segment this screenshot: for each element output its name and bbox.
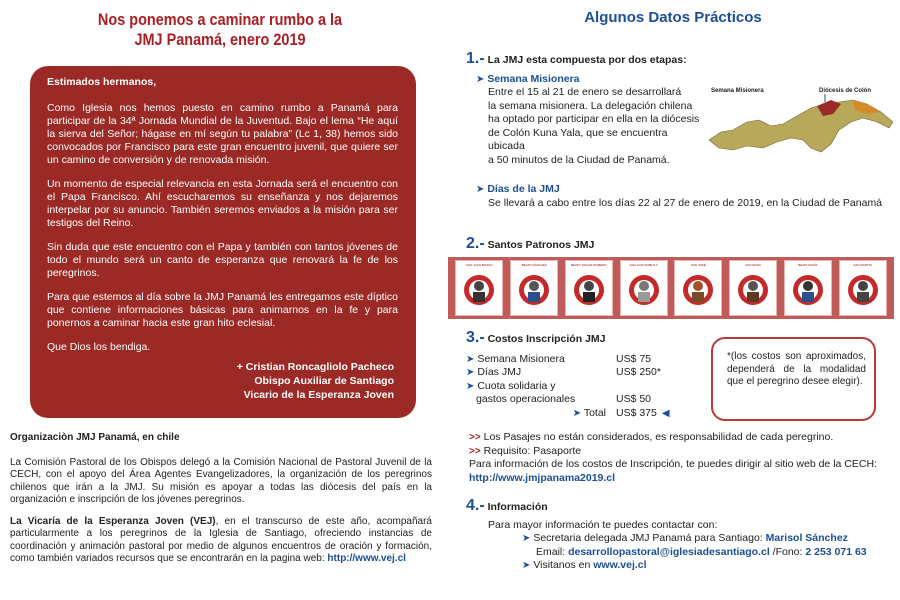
- double-arrow-icon: >>: [469, 432, 481, 443]
- letter-paragraph-1: Como Iglesia nos hemos puesto en camino rumbo a Panamá para participar de la 34ª Jornada Mundial de la Juventud. Bajo el lema “He aquí la sierva del Señor; hágase en mí según tu palabra” (Lc 1, 38) hemos sido convocados por Francisco para este gran encuentro juvenil, que quiere ser un camino de conversión y de renovada misión.: [47, 102, 398, 166]
- arrow-icon: ➤: [466, 353, 475, 365]
- dias-jmj: [476, 183, 896, 210]
- vej-name: La Vicaría de la Esperanza Joven (VEJ): [10, 515, 216, 527]
- title-line-1: Nos ponemos a caminar rumbo a la: [97, 10, 343, 29]
- panama-map: [707, 82, 897, 158]
- contact-name: Marisol Sánchez: [765, 532, 848, 544]
- cost-note-box: *(los costos son aproximados, dependerá de la modalidad que el peregrino desee elegir).: [711, 337, 876, 421]
- saint-card: [729, 260, 777, 316]
- semana-misionera-text: [488, 86, 706, 167]
- map-label-colon: Diócesis de Colón: [819, 88, 872, 94]
- arrow-icon: ➤: [522, 533, 531, 544]
- cost-value: US$ 75: [616, 352, 652, 365]
- requirements: [469, 431, 897, 485]
- organization-section: [10, 432, 432, 575]
- saint-card: [565, 260, 613, 316]
- letter-closing: Que Dios los bendiga.: [47, 341, 151, 353]
- section-2-number: 2.-: [466, 235, 485, 252]
- left-panel: [0, 0, 440, 600]
- contact-role: Secretaria delegada JMJ Panamá para Santiago:: [533, 532, 766, 544]
- cost-label: Cuota solidaria y: [477, 379, 556, 392]
- section-3-number: 3.-: [466, 329, 485, 346]
- section-2-header: [466, 237, 594, 253]
- semana-misionera-heading: Semana Misionera: [487, 72, 580, 85]
- pasajes-text: Los Pasajes no están considerados, es responsabilidad de cada peregrino.: [483, 431, 834, 443]
- total-label: Total: [583, 406, 606, 419]
- signature-role-1: Obispo Auxiliar de Santiago: [254, 375, 394, 387]
- section-4-heading: Información: [487, 501, 548, 513]
- title-line-2: JMJ Panamá, enero 2019: [134, 30, 306, 49]
- cost-label: Días JMJ: [477, 366, 522, 378]
- saint-portrait: [788, 268, 828, 312]
- cost-value: US$ 250*: [616, 366, 661, 378]
- saint-card: [510, 260, 558, 316]
- total-value: US$ 375: [616, 406, 657, 419]
- signature-role-2: Vicario de la Esperanza Joven: [243, 389, 394, 401]
- saint-card: [455, 260, 503, 316]
- section-1: [466, 52, 706, 167]
- semana-line-5: a 50 minutos de la Ciudad de Panamá.: [488, 153, 670, 166]
- cost-row: [466, 366, 706, 380]
- saint-card: [674, 260, 722, 316]
- arrow-icon: ➤: [522, 560, 531, 571]
- section-4: [466, 499, 896, 573]
- saint-portrait: [459, 268, 499, 312]
- saint-portrait: [843, 268, 883, 312]
- cost-label: gastos operacionales: [476, 393, 576, 405]
- saint-caption: SAN JUAN PABLO II: [629, 263, 658, 267]
- double-arrow-icon: >>: [469, 445, 481, 457]
- cost-value: US$ 50: [616, 393, 652, 405]
- semana-line-2: la semana misionera. La delegación chilena: [488, 99, 693, 112]
- cost-row: [466, 380, 706, 394]
- organization-paragraph-2: [10, 516, 432, 566]
- arrow-icon: ➤: [476, 73, 485, 85]
- saint-card: [620, 260, 668, 316]
- left-arrow-icon: ◀: [661, 407, 670, 419]
- saint-caption: BEATO OSCAR ROMERO: [571, 263, 607, 267]
- saint-caption: SAN MARTÍN: [853, 263, 872, 267]
- cost-label: Semana Misionera: [477, 352, 565, 365]
- saint-caption: SAN JOSÉ: [690, 263, 706, 267]
- letter-signature: [237, 360, 394, 402]
- section-2-heading: Santos Patronos JMJ: [487, 239, 595, 251]
- arrow-icon: ➤: [572, 407, 582, 419]
- right-title: Algunos Datos Prácticos: [584, 9, 762, 26]
- dias-jmj-text: Se llevará a cabo entre los días 22 al 27 de enero de 2019, en la Ciudad de Panamá: [488, 196, 883, 209]
- arrow-icon: ➤: [466, 380, 475, 392]
- vej-site-link[interactable]: www.vej.cl: [593, 559, 647, 571]
- vej-link[interactable]: http://www.vej.cl: [327, 553, 406, 564]
- section-3-heading: Costos Inscripción JMJ: [487, 333, 606, 345]
- visit-label: Visitanos en: [533, 559, 594, 571]
- section-1-number: 1.-: [466, 50, 485, 67]
- organization-paragraph-1: La Comisión Pastoral de los Obispos delegó a la Comisión Nacional de Pastoral Juvenil de la CECH, con el apoyo del Área Agentes Evangelizadores, la organización de los peregrinos chilenos que irán a la JMJ. Su misión es apoyar a todas las diócesis del país en la organización e inscripción de los jóvenes peregrinos.: [10, 456, 432, 505]
- section-3: [466, 331, 706, 420]
- saint-portrait: [624, 268, 664, 312]
- contact-phone: 2 253 071 63: [805, 545, 867, 558]
- contact-intro: Para mayor información te puedes contactar con:: [488, 518, 718, 531]
- saint-portrait: [514, 268, 554, 312]
- saints-strip: [448, 257, 894, 319]
- saint-portrait: [678, 268, 718, 312]
- cost-row: [466, 353, 706, 367]
- dias-jmj-heading: Días de la JMJ: [487, 183, 560, 195]
- organization-heading: Organizaciòn JMJ Panamá, en chile: [10, 432, 180, 443]
- letter-box: [30, 66, 416, 418]
- saint-card: [784, 260, 832, 316]
- phone-label: /Fono:: [769, 545, 806, 558]
- cech-link[interactable]: http://www.jmjpanama2019.cl: [469, 471, 616, 484]
- saint-caption: BEATA MARÍA: [798, 263, 818, 267]
- arrow-icon: ➤: [466, 367, 475, 378]
- contact-email[interactable]: desarrollopastoral@iglesiadesantiago.cl: [568, 545, 770, 558]
- letter-paragraph-3: Sin duda que este encuentro con el Papa y también con tantos jóvenes de todo el mundo será un canto de esperanza que renovará la fe de los peregrinos.: [47, 241, 398, 279]
- saint-portrait: [733, 268, 773, 312]
- arrow-icon: ➤: [476, 184, 485, 195]
- letter-paragraph-4: Para que estemos al día sobre la JMJ Panamá les entregamos este díptico que contiene informaciones básicas para animarnos en la fe y para ponernos a caminar hacia este gran hito eclesial.: [47, 291, 398, 329]
- letter-greeting: Estimados hermanos,: [47, 76, 157, 88]
- section-4-number: 4.-: [466, 497, 485, 514]
- vej-description: , en el transcurso de este año, acompañará particularmente a los peregrinos de la Iglesia de Santiago, ofreciendo instancias de coordinación y animación pastoral por medio de algunos encuentros de oración y formación, como también variados recursos que se encontrarán en la pagina web:: [10, 515, 432, 564]
- saint-portrait: [569, 268, 609, 312]
- semana-line-1: Entre el 15 al 21 de enero se desarrollará: [488, 86, 682, 98]
- costs-info-text: Para información de los costos de Inscripción, te puedes dirigir al sitio web de la CECH:: [469, 458, 877, 470]
- email-label: Email:: [536, 545, 569, 558]
- page-title: [33, 10, 407, 50]
- saint-card: [839, 260, 887, 316]
- cost-total-row: [466, 407, 706, 421]
- map-label-semana: Semana Misionera: [711, 88, 764, 94]
- requisito-text: Requisito: Pasaporte: [483, 444, 582, 457]
- cost-table: [466, 353, 706, 421]
- saint-caption: SAN ROSA: [745, 263, 761, 267]
- semana-line-3: ha optado por participar en ella en la diócesis: [488, 113, 700, 125]
- semana-line-4: de Colón Kuna Yala, que se encuentra ubicada: [488, 126, 668, 152]
- cost-row: [466, 393, 706, 407]
- saint-caption: BEATO SÁNCHEZ: [521, 263, 547, 267]
- section-1-heading: La JMJ esta compuesta por dos etapas:: [487, 54, 687, 66]
- saint-caption: SAN JUAN BOSCO: [466, 263, 493, 267]
- letter-paragraph-2: Un momento de especial relevancia en esta Jornada será el encuentro con el Papa Francisco. Ahí escucharemos su enseñanza y nos dejaremos interpelar por su anuncio. También seremos enviados a la misión para ser testigos del Reino.: [47, 178, 398, 229]
- signature-name: + Cristian Roncagliolo Pacheco: [236, 361, 394, 373]
